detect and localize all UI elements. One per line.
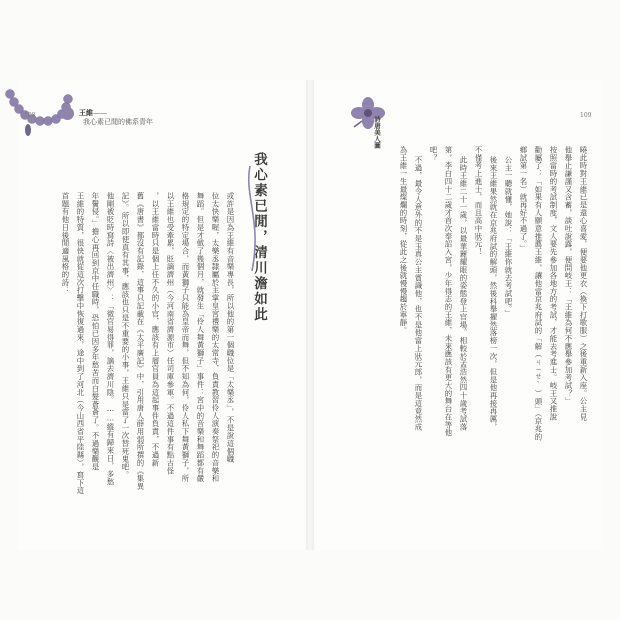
running-header-left (79, 108, 153, 127)
body-column: 勸屬了：「如果有人願意推薦王維，讓他當京兆府試的「解（ㄐㄧㄝˋ）頭」（京兆的 (534, 146, 543, 441)
heading-decoration-icon (240, 166, 270, 276)
body-column: 為王維一生最燦爛的時刻，從此之後就慢慢趨於寧靜。 (399, 146, 408, 335)
body-column: 吧？ (429, 146, 438, 162)
body-column: 不僅考上進士，而且高中狀元！ (474, 146, 483, 256)
body-column: 曉此時對王維已是還心喜愛，便要他更衣（換下打歌服）之後重新入座。公主見 (579, 146, 588, 421)
body-column: 後來王維果然就在京兆府試的解頭，然後科舉擢然落榜一次，但是他再接再厲， (489, 156, 498, 431)
body-column: 以王維也受牽累，貶謫濟州（今河南省濟源市）任司庫參軍。不過這件事有點古怪 (166, 192, 175, 475)
body-column: 位太快樂喔，太樂丞隸屬於主掌皇宮禮樂的太常寺，負責教習伶人演奏祭祀的音樂和 (211, 192, 220, 483)
header-name: 王維 (79, 108, 93, 117)
chapter-marker-icon (61, 107, 74, 120)
header-dash: —— (93, 109, 107, 117)
body-column: 此時王維二十一歲，以最華麗耀眼的姿態登上官場。相較於孟浩然四十歲考試落 (459, 156, 468, 431)
body-column: 首題有他日後閒適風格的詩： (61, 192, 70, 295)
section-heading: 我心素已閒，清川澹如此 (251, 152, 267, 323)
body-column: 格規定的特定場合，而黃獅子只能為皇帝而舞，但不知為何，伶人私下舞黃獅子，所 (181, 192, 190, 483)
page-number-left: 108 (24, 112, 36, 119)
body-column: 他舉止謙謹又含蓄，談吐說露，便問岐王：「王維為何不應舉參加考試？」 (564, 146, 573, 406)
body-column: 不過，最令人意外的不是玉真公主賞識他，也不是他當上狀元郎，而是這竟然成 (414, 156, 423, 431)
body-column: 或許是因為王維有音樂專長，所以他的第一個職位是「太樂丞」，不是說這個職 (226, 192, 235, 464)
book-gutter (306, 80, 314, 550)
body-column: 按照當時的考試制度，文人要先參加各地方的考試，才能去考進士。岐王又推說 (549, 146, 558, 421)
body-column: 舞蹈。但是才做了幾個月，就發生「伶人舞黃獅子」事件：宮中的音樂和舞蹈都有嚴 (196, 192, 205, 483)
body-column: 公主一聽就懂，她說：「王維你就去考試吧。」 (504, 156, 513, 318)
body-column: 第，李白四十二歲才首次奉詔入宮，少年得志的王維，未來應該有更大的舞台在等他 (444, 146, 453, 437)
body-column: 記》。所以即使真有其事，應該也只是不重要的小事，王維只是當了一次替死鬼吧。 (121, 192, 130, 479)
body-column: 鄉試第一名）就再好不過了。」 (519, 146, 528, 253)
body-column: 年鬢侵。」擔心再回到京中任職時，恐怕已因多年愁苦而白髮蒼蒼了。不過樂觀是 (91, 192, 100, 471)
page-number-right: 109 (580, 112, 592, 119)
body-column: 他剛被貶時寫詩〈被出濟州〉：「微官易得罪，謫去濟川陰。……縱有歸來日，多愁 (106, 192, 115, 486)
body-column: 王維的特質，很快就從這次打擊中恢復過來，途中到了河北（今山西省平陸縣），寫下這 (76, 192, 85, 495)
header-subtitle: 我心素已閒的佛系青年 (83, 118, 153, 126)
body-column: 舊《唐書》都沒有記錄，這事只記載在《太平廣記》中，引用唐人薛用弱所撰的《集異 (136, 192, 145, 491)
running-header-right: 詩唐美人圖 (373, 116, 381, 149)
body-column: ，以王維當時只是個上任不久的小官，應該有上層官員為這起事件負責，不過新 (151, 192, 160, 467)
